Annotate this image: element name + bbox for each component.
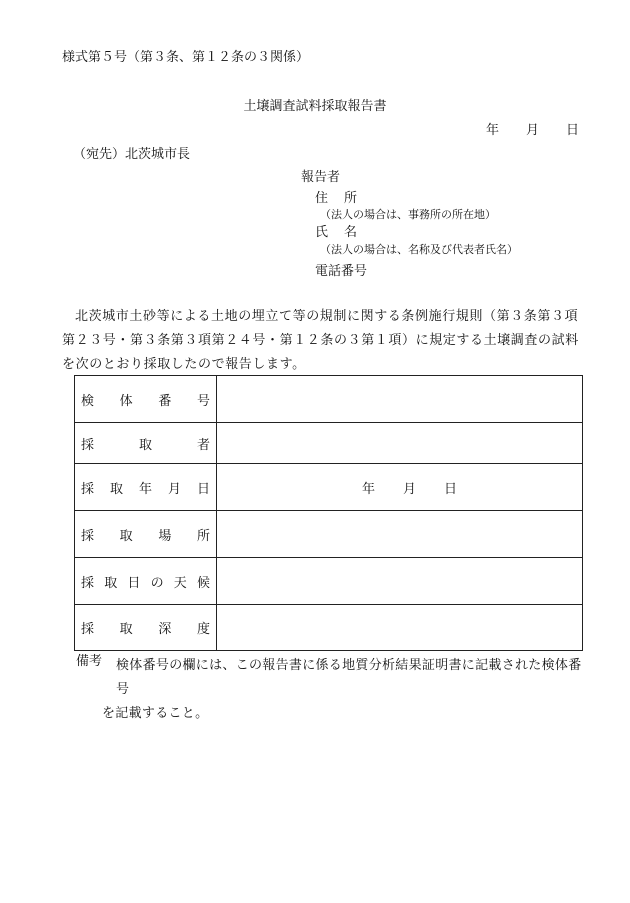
date-month: 月: [526, 123, 540, 138]
table-row-sample-number: [75, 376, 583, 423]
reporter-label: 報告者: [301, 170, 341, 185]
sampling-date-field[interactable]: [217, 464, 583, 511]
name-label: 氏名: [315, 225, 374, 240]
remarks-line-1: 検体番号の欄には、この報告書に係る地質分析結果証明書に記載された検体番号: [116, 658, 582, 697]
weather-field[interactable]: [217, 558, 583, 605]
addressee: （宛先）北茨城市長: [73, 147, 191, 162]
table-row-sampling-depth: [75, 605, 583, 651]
date-day: 日: [566, 123, 580, 138]
sampling-location-label: [75, 511, 217, 558]
sampling-depth-label: [75, 605, 217, 651]
label-chars: 採 取 年 月 日: [81, 481, 210, 497]
table-row-sampling-location: [75, 511, 583, 558]
address-note: （法人の場合は、事務所の所在地）: [320, 208, 496, 221]
label-chars: 採 取 日 の 天 候: [81, 575, 210, 591]
sampler-label: [75, 423, 217, 464]
sample-number-label: [75, 376, 217, 423]
sample-table: [74, 375, 583, 651]
sampling-date-day: 日: [444, 481, 458, 497]
phone-label: 電話番号: [315, 264, 368, 279]
sample-number-field[interactable]: [217, 376, 583, 423]
address-label: 住所: [315, 191, 374, 206]
table-row-sampling-date: [75, 464, 583, 511]
form-number: 様式第５号（第３条、第１２条の３関係）: [62, 50, 310, 65]
remarks-label: 備考: [76, 654, 103, 669]
table-row-sampler: [75, 423, 583, 464]
remarks-line-2: を記載すること。: [102, 706, 209, 721]
name-note: （法人の場合は、名称及び代表者氏名）: [320, 243, 518, 256]
label-chars: 採 取 深 度: [81, 622, 210, 637]
remarks-text: [102, 654, 590, 726]
document-title: 土壌調査試料採取報告書: [243, 99, 387, 114]
label-chars: 検 体 番 号: [81, 393, 210, 409]
sampling-location-field[interactable]: [217, 511, 583, 558]
sampling-date-label: [75, 464, 217, 511]
label-chars: 採 取 場 所: [81, 528, 210, 544]
weather-label: [75, 558, 217, 605]
table-row-weather: [75, 558, 583, 605]
label-chars: 採 取 者: [81, 437, 210, 453]
sampling-date-year: 年: [361, 481, 375, 497]
sampling-date-month: 月: [402, 481, 416, 497]
sampling-depth-field[interactable]: [217, 605, 583, 651]
body-text: 北茨城市土砂等による土地の埋立て等の規制に関する条例施行規則（第３条第３項第２３号・第３条第３項第２４号・第１２条の３第１項）に規定する土壌調査の試料を次のとおり採取したので報告します。: [62, 309, 579, 372]
date-year: 年: [486, 123, 500, 138]
sampler-field[interactable]: [217, 423, 583, 464]
